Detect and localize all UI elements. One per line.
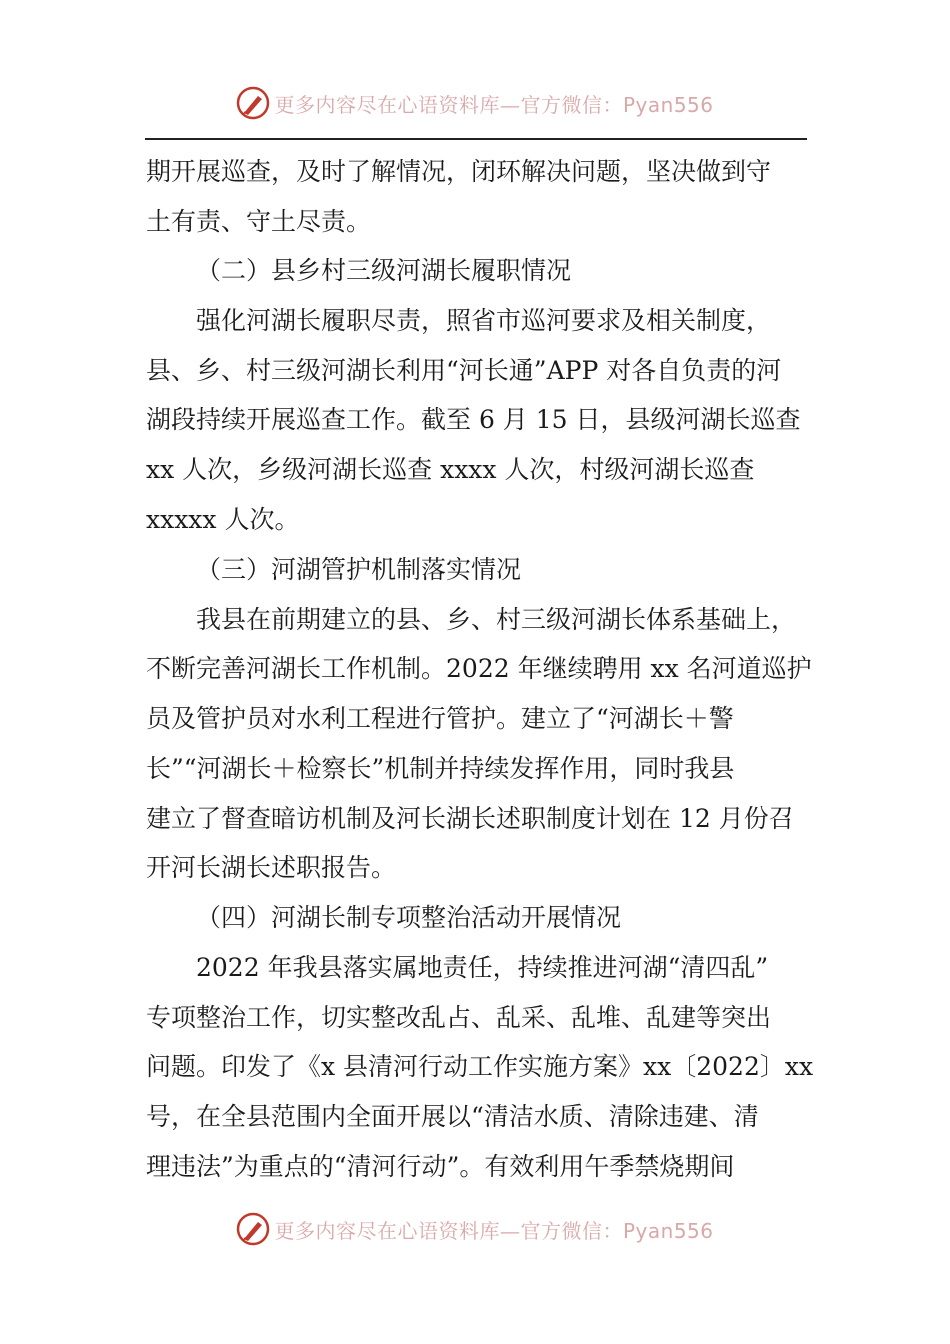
paragraph-line: 2022 年我县落实属地责任，持续推进河湖“清四乱”: [196, 953, 769, 982]
footer-banner: [0, 1204, 950, 1254]
section-heading-4: （四）河湖长制专项整治活动开展情况: [196, 903, 622, 932]
paragraph-line: 理违法”为重点的“清河行动”。有效利用午季禁烧期间: [146, 1152, 735, 1181]
paragraph-line: 湖段持续开展巡查工作。截至 6 月 15 日，县级河湖长巡查: [146, 405, 801, 434]
paragraph-line: 强化河湖长履职尽责，照省市巡河要求及相关制度，: [196, 306, 772, 335]
paragraph-line: 号，在全县范围内全面开展以“清洁水质、清除违建、清: [146, 1102, 759, 1131]
paragraph-line: 不断完善河湖长工作机制。2022 年继续聘用 xx 名河道巡护: [146, 654, 812, 683]
paragraph-line: 长”“河湖长＋检察长”机制并持续发挥作用，同时我县: [146, 754, 735, 783]
paragraph-line: xxxxx 人次。: [146, 505, 300, 534]
paragraph-line: 专项整治工作，切实整改乱占、乱采、乱堆、乱建等突出: [146, 1003, 772, 1032]
paragraph-line: 问题。印发了《x 县清河行动工作实施方案》xx〔2022〕xx: [146, 1052, 814, 1081]
paragraph-line: 土有责、守土尽责。: [146, 207, 372, 236]
section-heading-3: （三）河湖管护机制落实情况: [196, 555, 522, 584]
paragraph-line: 县、乡、村三级河湖长利用“河长通”APP 对各自负责的河: [146, 356, 782, 385]
paragraph-line: 期开展巡查，及时了解情况，闭环解决问题，坚决做到守: [146, 157, 772, 186]
section-heading-2: （二）县乡村三级河湖长履职情况: [196, 256, 572, 285]
paragraph-line: 开河长湖长述职报告。: [146, 853, 397, 882]
footer-banner-text: 更多内容尽在心语资料库—官方微信：Pyan556: [274, 1218, 714, 1243]
pen-nib-icon: [236, 1212, 270, 1246]
paragraph-line: 我县在前期建立的县、乡、村三级河湖长体系基础上，: [196, 605, 797, 634]
paragraph-line: xx 人次，乡级河湖长巡查 xxxx 人次，村级河湖长巡查: [146, 455, 755, 484]
paragraph-line: 员及管护员对水利工程进行管护。建立了“河湖长＋警: [146, 704, 734, 733]
paragraph-line: 建立了督查暗访机制及河长湖长述职制度计划在 12 月份召: [146, 804, 794, 833]
header-banner-text: 更多内容尽在心语资料库—官方微信：Pyan556: [274, 92, 714, 117]
